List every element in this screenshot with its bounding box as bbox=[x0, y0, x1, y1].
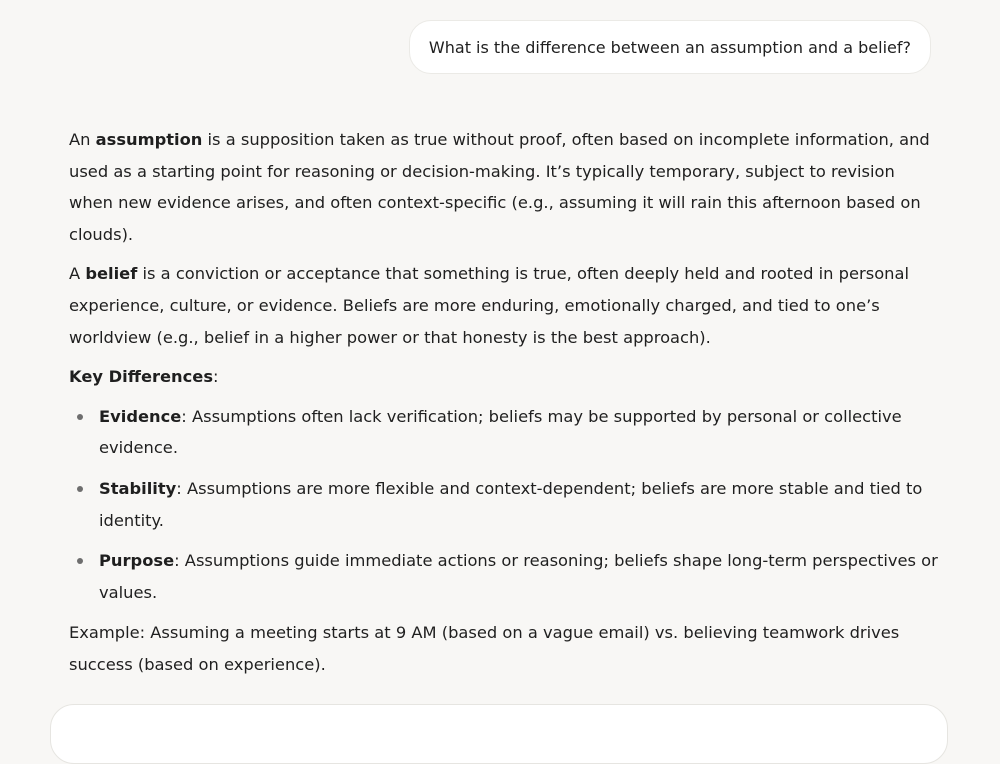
key-differences-title: Key Differences bbox=[69, 367, 214, 387]
bullet-icon bbox=[77, 558, 83, 564]
difference-term: Evidence bbox=[99, 406, 182, 426]
difference-term: Stability bbox=[99, 478, 177, 498]
assistant-response bbox=[69, 124, 939, 689]
example-paragraph: Example: Assuming a meeting starts at 9 AM (based on a vague email) vs. believing teamwork drives success (based on experience). bbox=[69, 623, 900, 674]
difference-text: : Assumptions often lack verification; beliefs may be supported by personal or collective evidence. bbox=[99, 406, 902, 458]
belief-term: belief bbox=[85, 264, 138, 284]
key-differences-colon: : bbox=[213, 367, 219, 387]
belief-paragraph bbox=[69, 258, 939, 353]
bullet-icon bbox=[77, 486, 83, 492]
bullet-icon bbox=[77, 414, 83, 420]
assumption-paragraph bbox=[69, 124, 939, 250]
assumption-prefix: An bbox=[69, 130, 96, 149]
list-item bbox=[69, 545, 939, 608]
differences-list bbox=[69, 401, 939, 609]
list-item bbox=[69, 473, 939, 536]
message-composer[interactable] bbox=[50, 704, 948, 764]
difference-term: Purpose bbox=[99, 551, 175, 571]
user-message-text: What is the difference between an assumption and a belief? bbox=[428, 37, 911, 57]
difference-text: : Assumptions guide immediate actions or reasoning; beliefs shape long-term perspectives or values. bbox=[99, 551, 938, 602]
user-message-bubble bbox=[409, 20, 931, 74]
assumption-definition: is a supposition taken as true without proof, often based on incomplete information, and used as a starting point for reasoning or decision-making. It’s typically temporary, subject to revision when new evidence arises, and often context-specific (e.g., assuming it will rain this afternoon based on clouds). bbox=[69, 130, 930, 244]
key-differences-heading bbox=[69, 361, 939, 393]
list-item bbox=[69, 401, 939, 464]
belief-prefix: A bbox=[69, 264, 86, 284]
belief-definition: is a conviction or acceptance that something is true, often deeply held and rooted in personal experience, culture, or evidence. Beliefs are more enduring, emotionally charged, and tied to one’s worldview (e.g., belief in a higher power or that honesty is the best approach). bbox=[69, 264, 909, 347]
difference-text: : Assumptions are more flexible and context-dependent; beliefs are more stable and tied to identity. bbox=[99, 478, 923, 530]
assumption-term: assumption bbox=[95, 130, 203, 149]
